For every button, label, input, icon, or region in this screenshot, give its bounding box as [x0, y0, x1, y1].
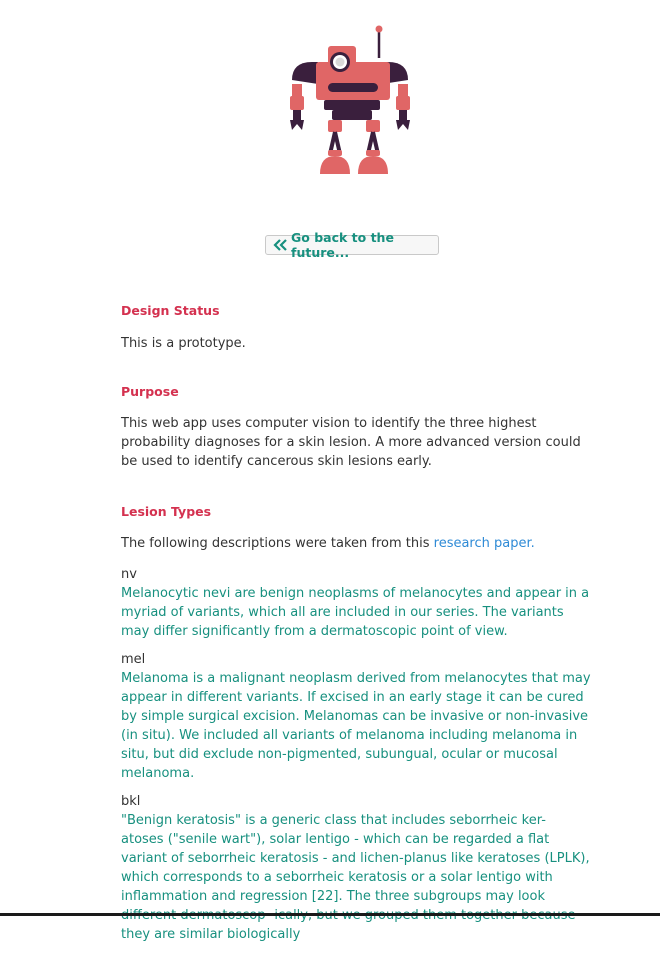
purpose-heading: Purpose [121, 384, 179, 399]
lesion-item-nv [121, 565, 591, 641]
design-status-text: This is a prototype. [121, 336, 246, 351]
double-chevron-left-icon [274, 239, 288, 251]
intro-text: The following descriptions were taken from this [121, 536, 434, 551]
back-button-label: Go back to the future... [291, 230, 394, 260]
research-paper-link[interactable]: research paper. [433, 536, 535, 551]
lesion-description: "Benign keratosis" is a generic class that includes seborrheic ker- atoses ("senile wart"), solar lentigo - which can be regarded a flat variant of seborrheic keratosis - and lichen-planus like keratoses (LPLK), which corresponds to a seborrheic keratosis or a solar lentigo with inflammation and regression [22]. The three subgroups may look they are similar biologically [121, 813, 590, 942]
about-content [121, 302, 591, 953]
robot-illustration [280, 22, 420, 182]
design-status-heading: Design Status [121, 303, 220, 318]
lesion-code: nv [121, 567, 137, 582]
lesion-types-intro [121, 534, 591, 553]
lesion-item-bkl [121, 792, 591, 944]
lesion-code: bkl [121, 794, 141, 809]
lesion-code: mel [121, 652, 146, 667]
lesion-item-mel [121, 650, 591, 783]
back-button[interactable] [265, 230, 439, 260]
lesion-description: Melanocytic nevi are benign neoplasms of melanocytes and appear in a myriad of variants, which all are included in our series. The variants may differ significantly from a dermatoscopic point of view. [121, 586, 590, 639]
lesion-types-heading: Lesion Types [121, 504, 212, 519]
bottom-border [0, 913, 660, 916]
purpose-text: This web app uses computer vision to identify the three highest probability diagnoses for a skin lesion. A more advanced version could be used to identify cancerous skin lesions early. [121, 416, 581, 469]
lesion-description: Melanoma is a malignant neoplasm derived from melanocytes that may appear in different variants. If excised in an early stage it can be cured by simple surgical excision. Melanomas can be invasive or non-invasive (in situ). We included all variants of melanoma including melanoma in situ, but did exclude non-pigmented, subungual, ocular or mucosal melanoma. [121, 671, 591, 781]
